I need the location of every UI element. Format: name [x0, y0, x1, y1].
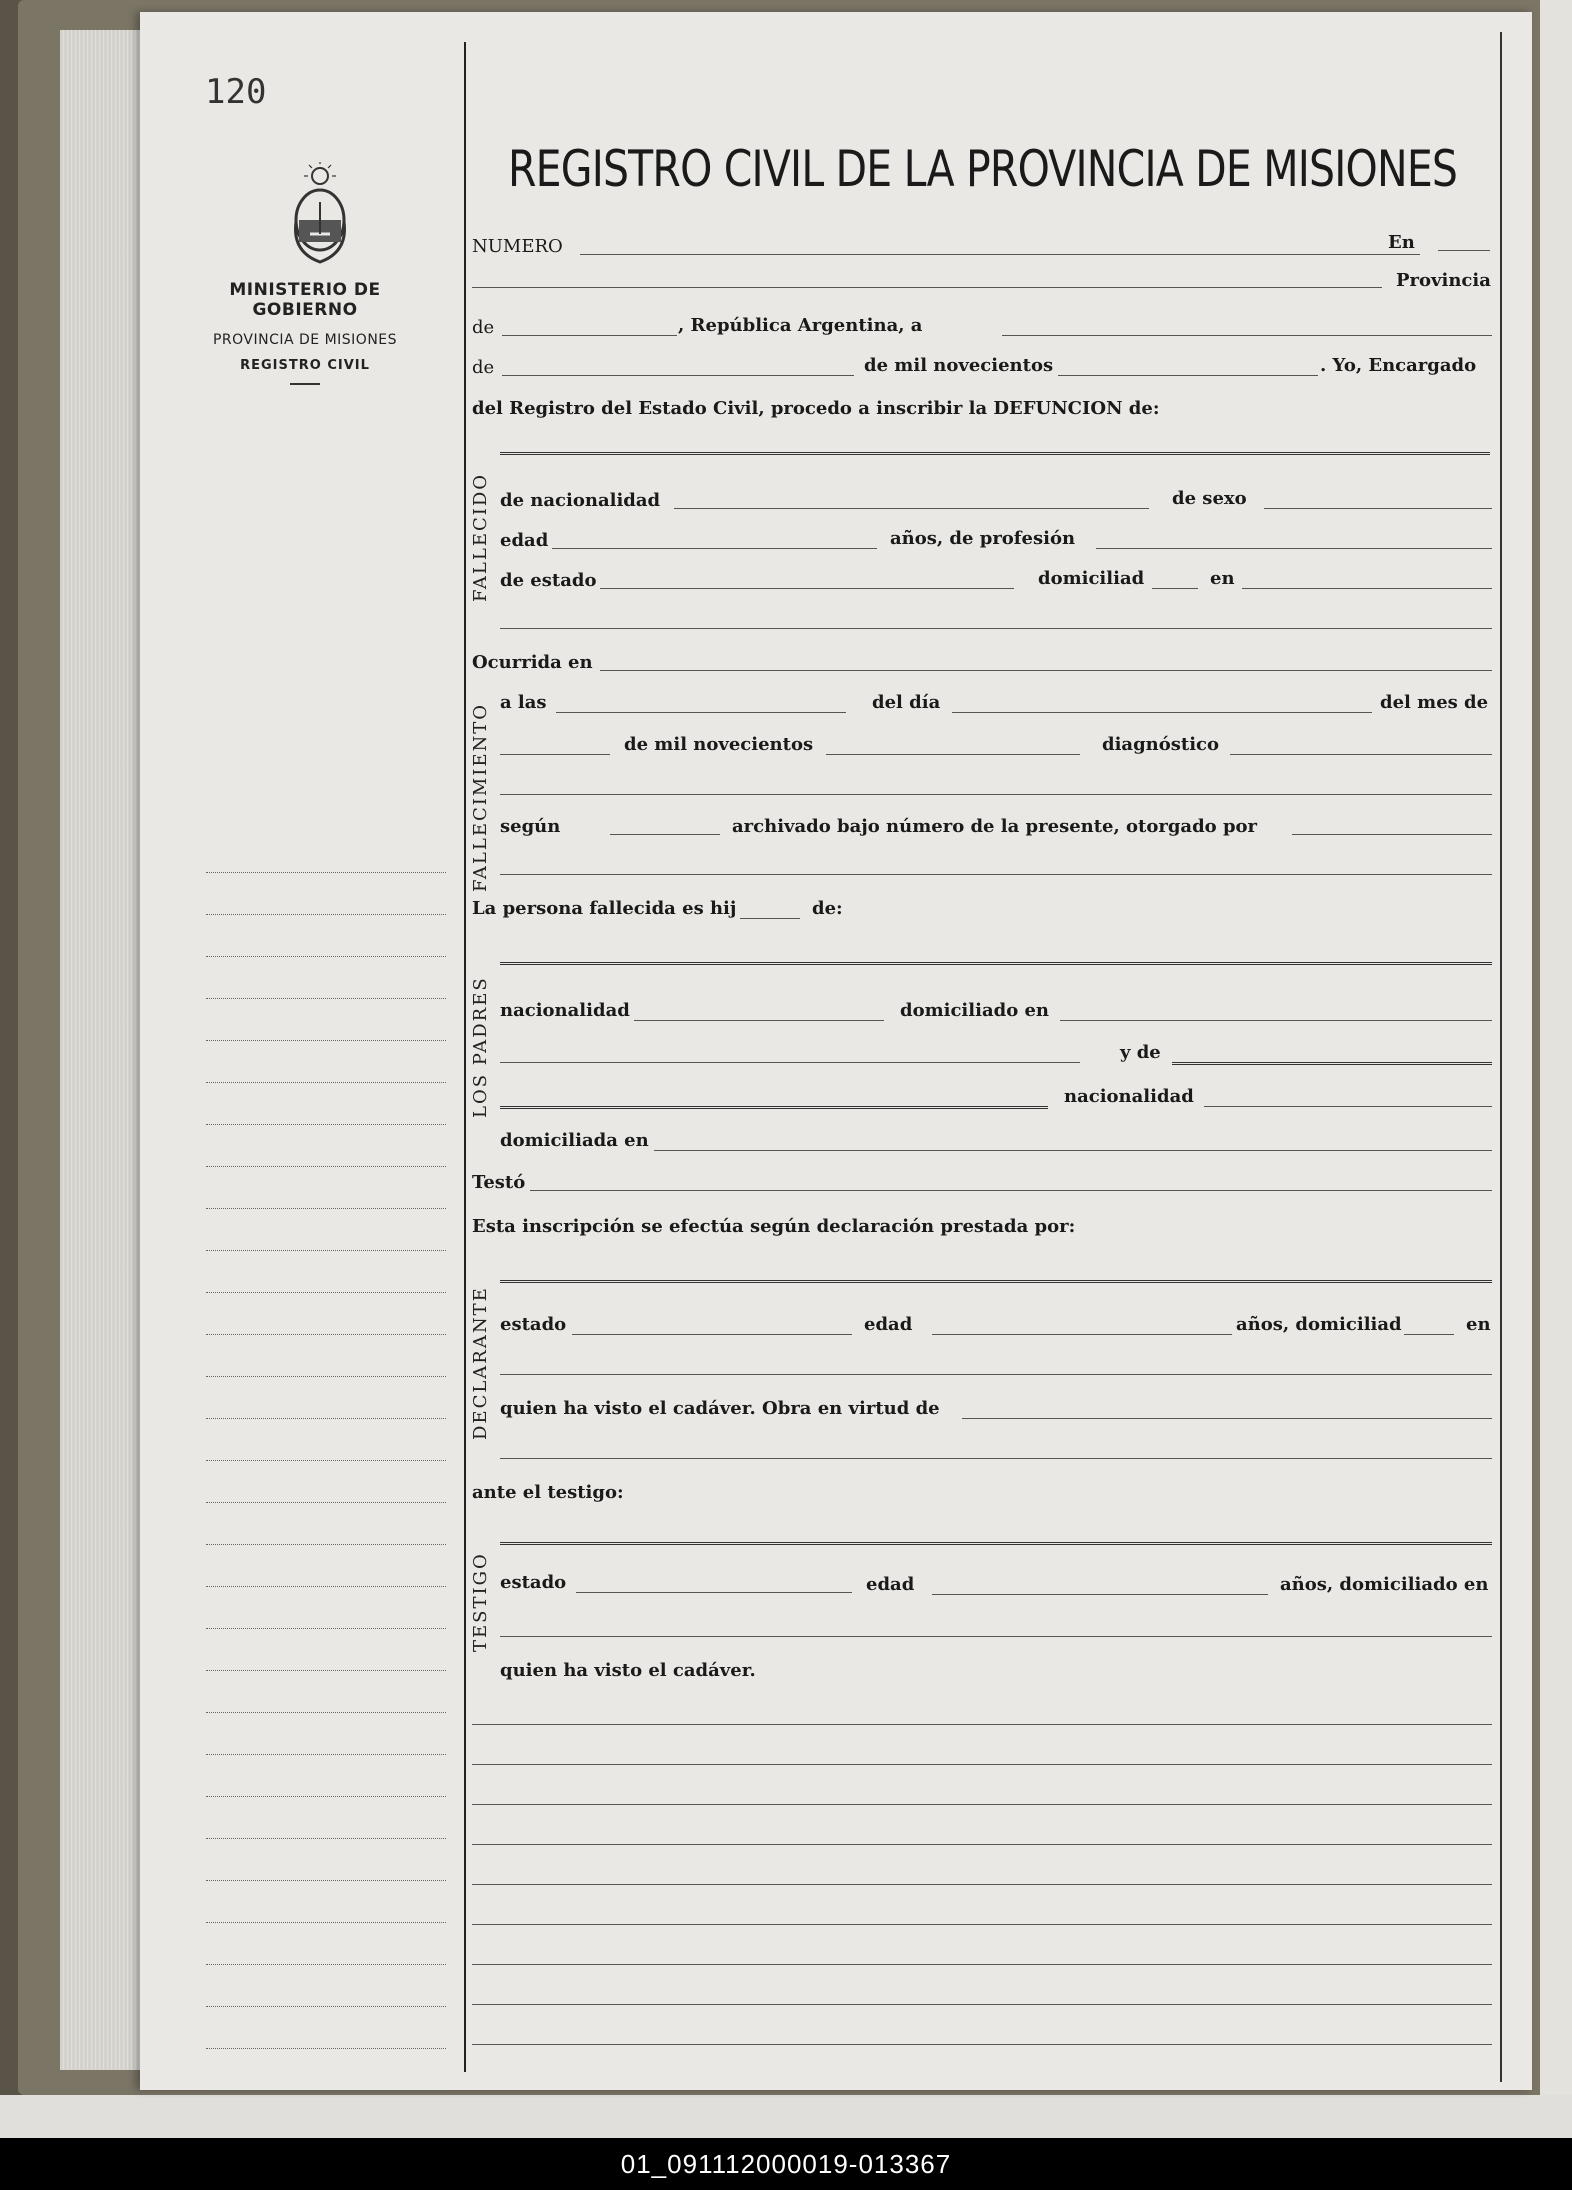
hijo-suffix-field[interactable]: [740, 918, 800, 919]
profesion-field[interactable]: [1096, 548, 1492, 549]
margin-notes-lines: [206, 872, 446, 2132]
testigo-estado-field[interactable]: [576, 1592, 852, 1593]
hijo-label: La persona fallecida es hij: [472, 898, 737, 919]
mil-novecientos-label: de mil novecientos: [864, 355, 1054, 376]
margin-rule: [464, 42, 466, 2072]
madre-nacionalidad-field[interactable]: [1204, 1106, 1492, 1107]
sexo-label: de sexo: [1172, 488, 1247, 509]
padre-domicilio-field[interactable]: [1060, 1020, 1492, 1021]
numero-label: NUMERO: [472, 236, 563, 257]
madre-domicilio-field[interactable]: [654, 1150, 1492, 1151]
testigo-edad-field[interactable]: [932, 1594, 1268, 1595]
padre-domicilio-cont-field[interactable]: [500, 1062, 1080, 1063]
estado-label: de estado: [500, 570, 597, 591]
testigo-nombre-field[interactable]: [500, 1542, 1492, 1545]
declarante-edad-label: edad: [864, 1314, 913, 1335]
de-label: de: [472, 317, 495, 338]
hora-field[interactable]: [556, 712, 846, 713]
testo-field[interactable]: [530, 1190, 1492, 1191]
fecha-ano-field[interactable]: [1058, 375, 1318, 376]
del-mes-label: del mes de: [1380, 692, 1489, 713]
del-dia-label: del día: [872, 692, 941, 713]
edad-label: edad: [500, 530, 549, 551]
padre-domiciliado-label: domiciliado en: [900, 1000, 1050, 1021]
mes-field[interactable]: [500, 754, 610, 755]
fecha-mes-field[interactable]: [502, 375, 854, 376]
fecha-dia-field[interactable]: [1002, 335, 1492, 336]
sexo-field[interactable]: [1264, 508, 1492, 509]
otorgado-cont-field[interactable]: [500, 874, 1492, 875]
dia-field[interactable]: [952, 712, 1372, 713]
republica-label: , República Argentina, a: [678, 315, 923, 336]
madre-domiciliada-label: domiciliada en: [500, 1130, 649, 1151]
virtud-field[interactable]: [962, 1418, 1492, 1419]
page-title: REGISTRO CIVIL DE LA PROVINCIA DE MISIONES: [508, 140, 1458, 198]
notes-line[interactable]: [472, 1724, 1492, 1725]
testo-label: Testó: [472, 1172, 526, 1193]
page-stack-edge: [60, 30, 150, 2070]
declarante-edad-field[interactable]: [932, 1334, 1232, 1335]
ocurrida-field[interactable]: [600, 670, 1492, 671]
notes-line[interactable]: [472, 1924, 1492, 1925]
testigo-side-label: TESTIGO: [470, 1552, 491, 1652]
madre-nombre-cont-field[interactable]: [500, 1106, 1048, 1109]
ministry-name: MINISTERIO DE GOBIERNO: [229, 280, 381, 320]
declarante-estado-field[interactable]: [572, 1334, 852, 1335]
register-page: [140, 12, 1532, 2090]
ministry-block: [180, 280, 430, 385]
testigo-estado-label: estado: [500, 1572, 567, 1593]
testigo-edad-label: edad: [866, 1574, 915, 1595]
coat-of-arms-icon: [290, 162, 350, 266]
de2-label: de: [472, 357, 495, 378]
testigo-visto-label: quien ha visto el cadáver.: [500, 1660, 756, 1681]
divider: [290, 383, 320, 385]
notes-line[interactable]: [472, 1844, 1492, 1845]
page-number: 120: [205, 72, 267, 112]
ano-field[interactable]: [826, 754, 1080, 755]
diagnostico-field[interactable]: [1230, 754, 1492, 755]
mil-nov-label: de mil novecientos: [624, 734, 814, 755]
declarante-domicilio-field[interactable]: [500, 1374, 1492, 1375]
provincia-field[interactable]: [502, 335, 677, 336]
document-id-caption: 01_091112000019-013367: [0, 2138, 1572, 2190]
madre-nombre-field[interactable]: [1172, 1062, 1492, 1065]
y-de-label: y de: [1120, 1042, 1161, 1063]
domicilio-cont-field[interactable]: [500, 628, 1492, 629]
declarante-estado-label: estado: [500, 1314, 567, 1335]
office-name: REGISTRO CIVIL: [240, 358, 370, 373]
en-field[interactable]: [1438, 250, 1490, 251]
declarante-visto-label: quien ha visto el cadáver. Obra en virtud de: [500, 1398, 940, 1419]
declarante-domiciliad-suffix-field[interactable]: [1404, 1334, 1454, 1335]
padre-nacionalidad-label: nacionalidad: [500, 1000, 630, 1021]
declarante-en-label: en: [1466, 1314, 1491, 1335]
padres-side-label: LOS PADRES: [470, 976, 491, 1118]
testigo-domicilio-field[interactable]: [500, 1636, 1492, 1637]
padre-nombre-field[interactable]: [500, 962, 1492, 965]
notes-line[interactable]: [472, 2004, 1492, 2005]
localidad-field[interactable]: [472, 287, 1382, 288]
estado-field[interactable]: [600, 588, 1014, 589]
inscribir-label: del Registro del Estado Civil, procedo a inscribir la DEFUNCION de:: [472, 398, 1160, 419]
notes-line[interactable]: [472, 1804, 1492, 1805]
nacionalidad-field[interactable]: [674, 508, 1149, 509]
declarante-side-label: DECLARANTE: [470, 1286, 491, 1440]
facing-page-edge: [1540, 0, 1572, 2095]
domiciliad-suffix-field[interactable]: [1152, 588, 1198, 589]
archivado-label: archivado bajo número de la presente, otorgado por: [732, 816, 1258, 837]
declarante-nombre-field[interactable]: [500, 1280, 1492, 1283]
notes-line[interactable]: [472, 1964, 1492, 1965]
padre-nacionalidad-field[interactable]: [634, 1020, 884, 1021]
nacionalidad-label: de nacionalidad: [500, 490, 661, 511]
right-margin-rule: [1500, 32, 1502, 2082]
yo-encargado-label: . Yo, Encargado: [1320, 355, 1477, 376]
fallecido-side-label: FALLECIDO: [470, 472, 491, 602]
segun-field[interactable]: [610, 834, 720, 835]
domiciliad-label: domiciliad: [1038, 568, 1145, 589]
madre-nacionalidad-label: nacionalidad: [1064, 1086, 1194, 1107]
numero-field[interactable]: [580, 254, 1420, 255]
declarante-anos-label: años, domiciliad: [1236, 1314, 1402, 1335]
hijo-de-label: de:: [812, 898, 843, 919]
ocurrida-label: Ocurrida en: [472, 652, 593, 673]
segun-label: según: [500, 816, 561, 837]
diagnostico-label: diagnóstico: [1102, 734, 1220, 755]
testigo-anos-label: años, domiciliado en: [1280, 1574, 1489, 1595]
profesion-label: años, de profesión: [890, 528, 1076, 549]
fallecimiento-side-label: FALLECIMIENTO: [470, 702, 491, 892]
virtud-cont-field[interactable]: [500, 1458, 1492, 1459]
provincia-label: Provincia: [1396, 270, 1491, 291]
en-label: En: [1388, 232, 1415, 253]
fallecido-nombre-field[interactable]: [500, 452, 1490, 455]
declaracion-label: Esta inscripción se efectúa según declaración prestada por:: [472, 1216, 1076, 1237]
edad-field[interactable]: [552, 548, 877, 549]
a-las-label: a las: [500, 692, 547, 713]
notes-line[interactable]: [472, 2044, 1492, 2045]
province-name: PROVINCIA DE MISIONES: [212, 332, 398, 348]
notes-line[interactable]: [472, 1764, 1492, 1765]
domicilio-field[interactable]: [1242, 588, 1492, 589]
ante-testigo-label: ante el testigo:: [472, 1482, 624, 1503]
otorgado-field[interactable]: [1292, 834, 1492, 835]
diagnostico-cont-field[interactable]: [500, 794, 1492, 795]
notes-line[interactable]: [472, 1884, 1492, 1885]
en-domicilio-label: en: [1210, 568, 1235, 589]
